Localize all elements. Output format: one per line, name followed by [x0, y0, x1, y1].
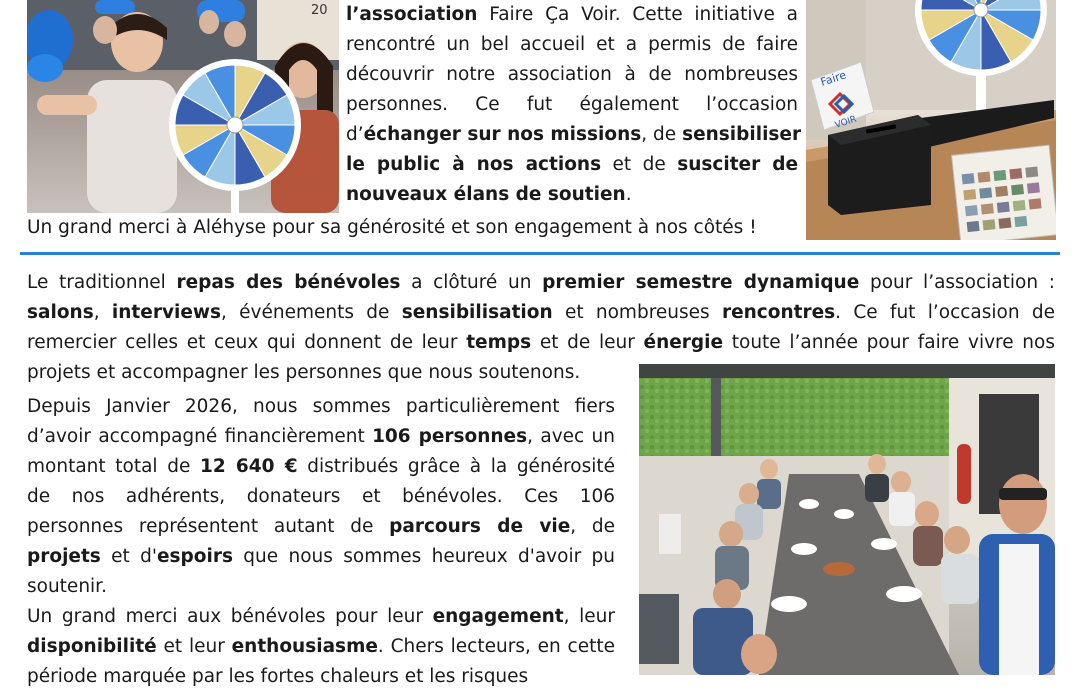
text-run: .	[625, 184, 632, 205]
bold-text: enthousiasme	[231, 636, 378, 657]
text-line	[346, 150, 798, 180]
text-run: personnes représentent autant de	[27, 516, 390, 537]
bold-text: parcours de vie	[389, 516, 571, 537]
text-line	[346, 180, 798, 210]
text-run: de nos adhérents, donateurs et bénévoles. Ces 106	[27, 486, 615, 507]
banner-number: 20	[311, 3, 328, 18]
text-run: , leur	[563, 606, 615, 627]
text-line	[27, 328, 1055, 358]
text-run: d’avoir accompagné financièrement	[27, 426, 373, 447]
text-run: et d'	[100, 546, 157, 567]
text-run: a clôturé un	[400, 272, 543, 293]
bold-text: l’association	[346, 4, 478, 25]
text-run: Un grand merci aux bénévoles pour leur	[27, 606, 433, 627]
text-line	[27, 542, 615, 572]
text-run: distribués grâce à la générosité	[297, 456, 615, 477]
bold-text: 106 personnes	[372, 426, 528, 447]
text-line	[27, 572, 615, 602]
text-run: projets et accompagner les personnes que nous soutenons.	[27, 362, 581, 383]
text-run: , de	[570, 516, 616, 537]
bold-text: rencontres	[721, 302, 836, 323]
text-run: et de leur	[531, 332, 644, 353]
donation-box-illustration	[806, 0, 1056, 240]
text-line	[27, 392, 615, 422]
thanks-line: Un grand merci à Aléhyse pour sa générosité et son engagement à nos côtés !	[27, 217, 757, 238]
bold-text: espoirs	[156, 546, 233, 567]
text-run: découvrir notre association à de nombreuses	[346, 64, 798, 85]
photo-wheel-event	[27, 0, 339, 213]
bold-text: le public à nos actions	[346, 154, 602, 175]
text-run: . Ce fut l’occasion de	[835, 302, 1055, 323]
text-run: Le traditionnel	[27, 272, 177, 293]
bold-text: nouveaux élans de soutien	[346, 184, 626, 205]
text-run: rencontré un bel accueil et a permis de faire	[346, 34, 798, 55]
text-line	[346, 60, 798, 90]
bold-text: énergie	[643, 332, 724, 353]
text-line	[346, 30, 798, 60]
bold-text: sensibiliser	[682, 124, 802, 145]
bold-text: projets	[27, 546, 101, 567]
bold-text: 12 640 €	[199, 456, 298, 477]
text-run: et leur	[156, 636, 232, 657]
text-line	[27, 512, 615, 542]
sign-text-faire: Faire	[818, 68, 848, 89]
text-run: remercier celles et ceux qui donnent de leur	[27, 332, 467, 353]
text-run: Depuis Janvier 2026, nous sommes particulièrement fiers	[27, 396, 615, 417]
text-line	[27, 662, 615, 692]
text-run: et nombreuses	[552, 302, 722, 323]
text-run: , avec un	[527, 426, 615, 447]
section-divider	[20, 252, 1060, 255]
text-run: que nous sommes heureux d'avoir pu	[232, 546, 615, 567]
text-run: et de	[601, 154, 678, 175]
text-run: , de	[641, 124, 683, 145]
text-line	[346, 120, 802, 150]
text-line	[27, 422, 615, 452]
text-run: période marquée par les fortes chaleurs et les risques	[27, 666, 529, 687]
bold-text: interviews	[111, 302, 221, 323]
bold-text: engagement	[432, 606, 564, 627]
left-paragraph	[27, 392, 615, 692]
text-line	[27, 268, 1055, 298]
text-line	[346, 90, 798, 120]
bold-text: susciter de	[677, 154, 799, 175]
text-run: , événements de	[221, 302, 402, 323]
text-line	[27, 602, 615, 632]
text-run: soutenir.	[27, 576, 107, 597]
top-paragraph	[346, 0, 802, 210]
text-line	[27, 452, 615, 482]
bold-text: échanger sur nos missions	[363, 124, 642, 145]
photo-donation-box	[806, 0, 1056, 240]
text-line	[27, 482, 615, 512]
sign-text-voir: VOIR	[833, 114, 858, 131]
text-line	[27, 298, 1055, 328]
text-run: pour l’association :	[859, 272, 1056, 293]
text-run: montant total de	[27, 456, 200, 477]
bold-text: repas des bénévoles	[176, 272, 401, 293]
bold-text: salons	[27, 302, 94, 323]
photo-volunteers-meal	[639, 364, 1055, 675]
text-run: ,	[93, 302, 112, 323]
text-line	[346, 0, 798, 30]
bold-text: sensibilisation	[401, 302, 553, 323]
volunteers-meal-illustration	[639, 364, 1055, 675]
bold-text: temps	[466, 332, 532, 353]
text-run: . Chers lecteurs, en cette	[377, 636, 615, 657]
text-run: toute l’année pour faire vivre nos	[723, 332, 1055, 353]
text-run: personnes. Ce fut également l’occasion	[346, 94, 798, 115]
wheel-photo-illustration	[27, 0, 339, 213]
text-run: Faire Ça Voir. Cette initiative a	[477, 4, 798, 25]
bold-text: disponibilité	[27, 636, 157, 657]
text-run: d’	[346, 124, 364, 145]
text-line	[27, 632, 615, 662]
bold-text: premier semestre dynamique	[542, 272, 860, 293]
